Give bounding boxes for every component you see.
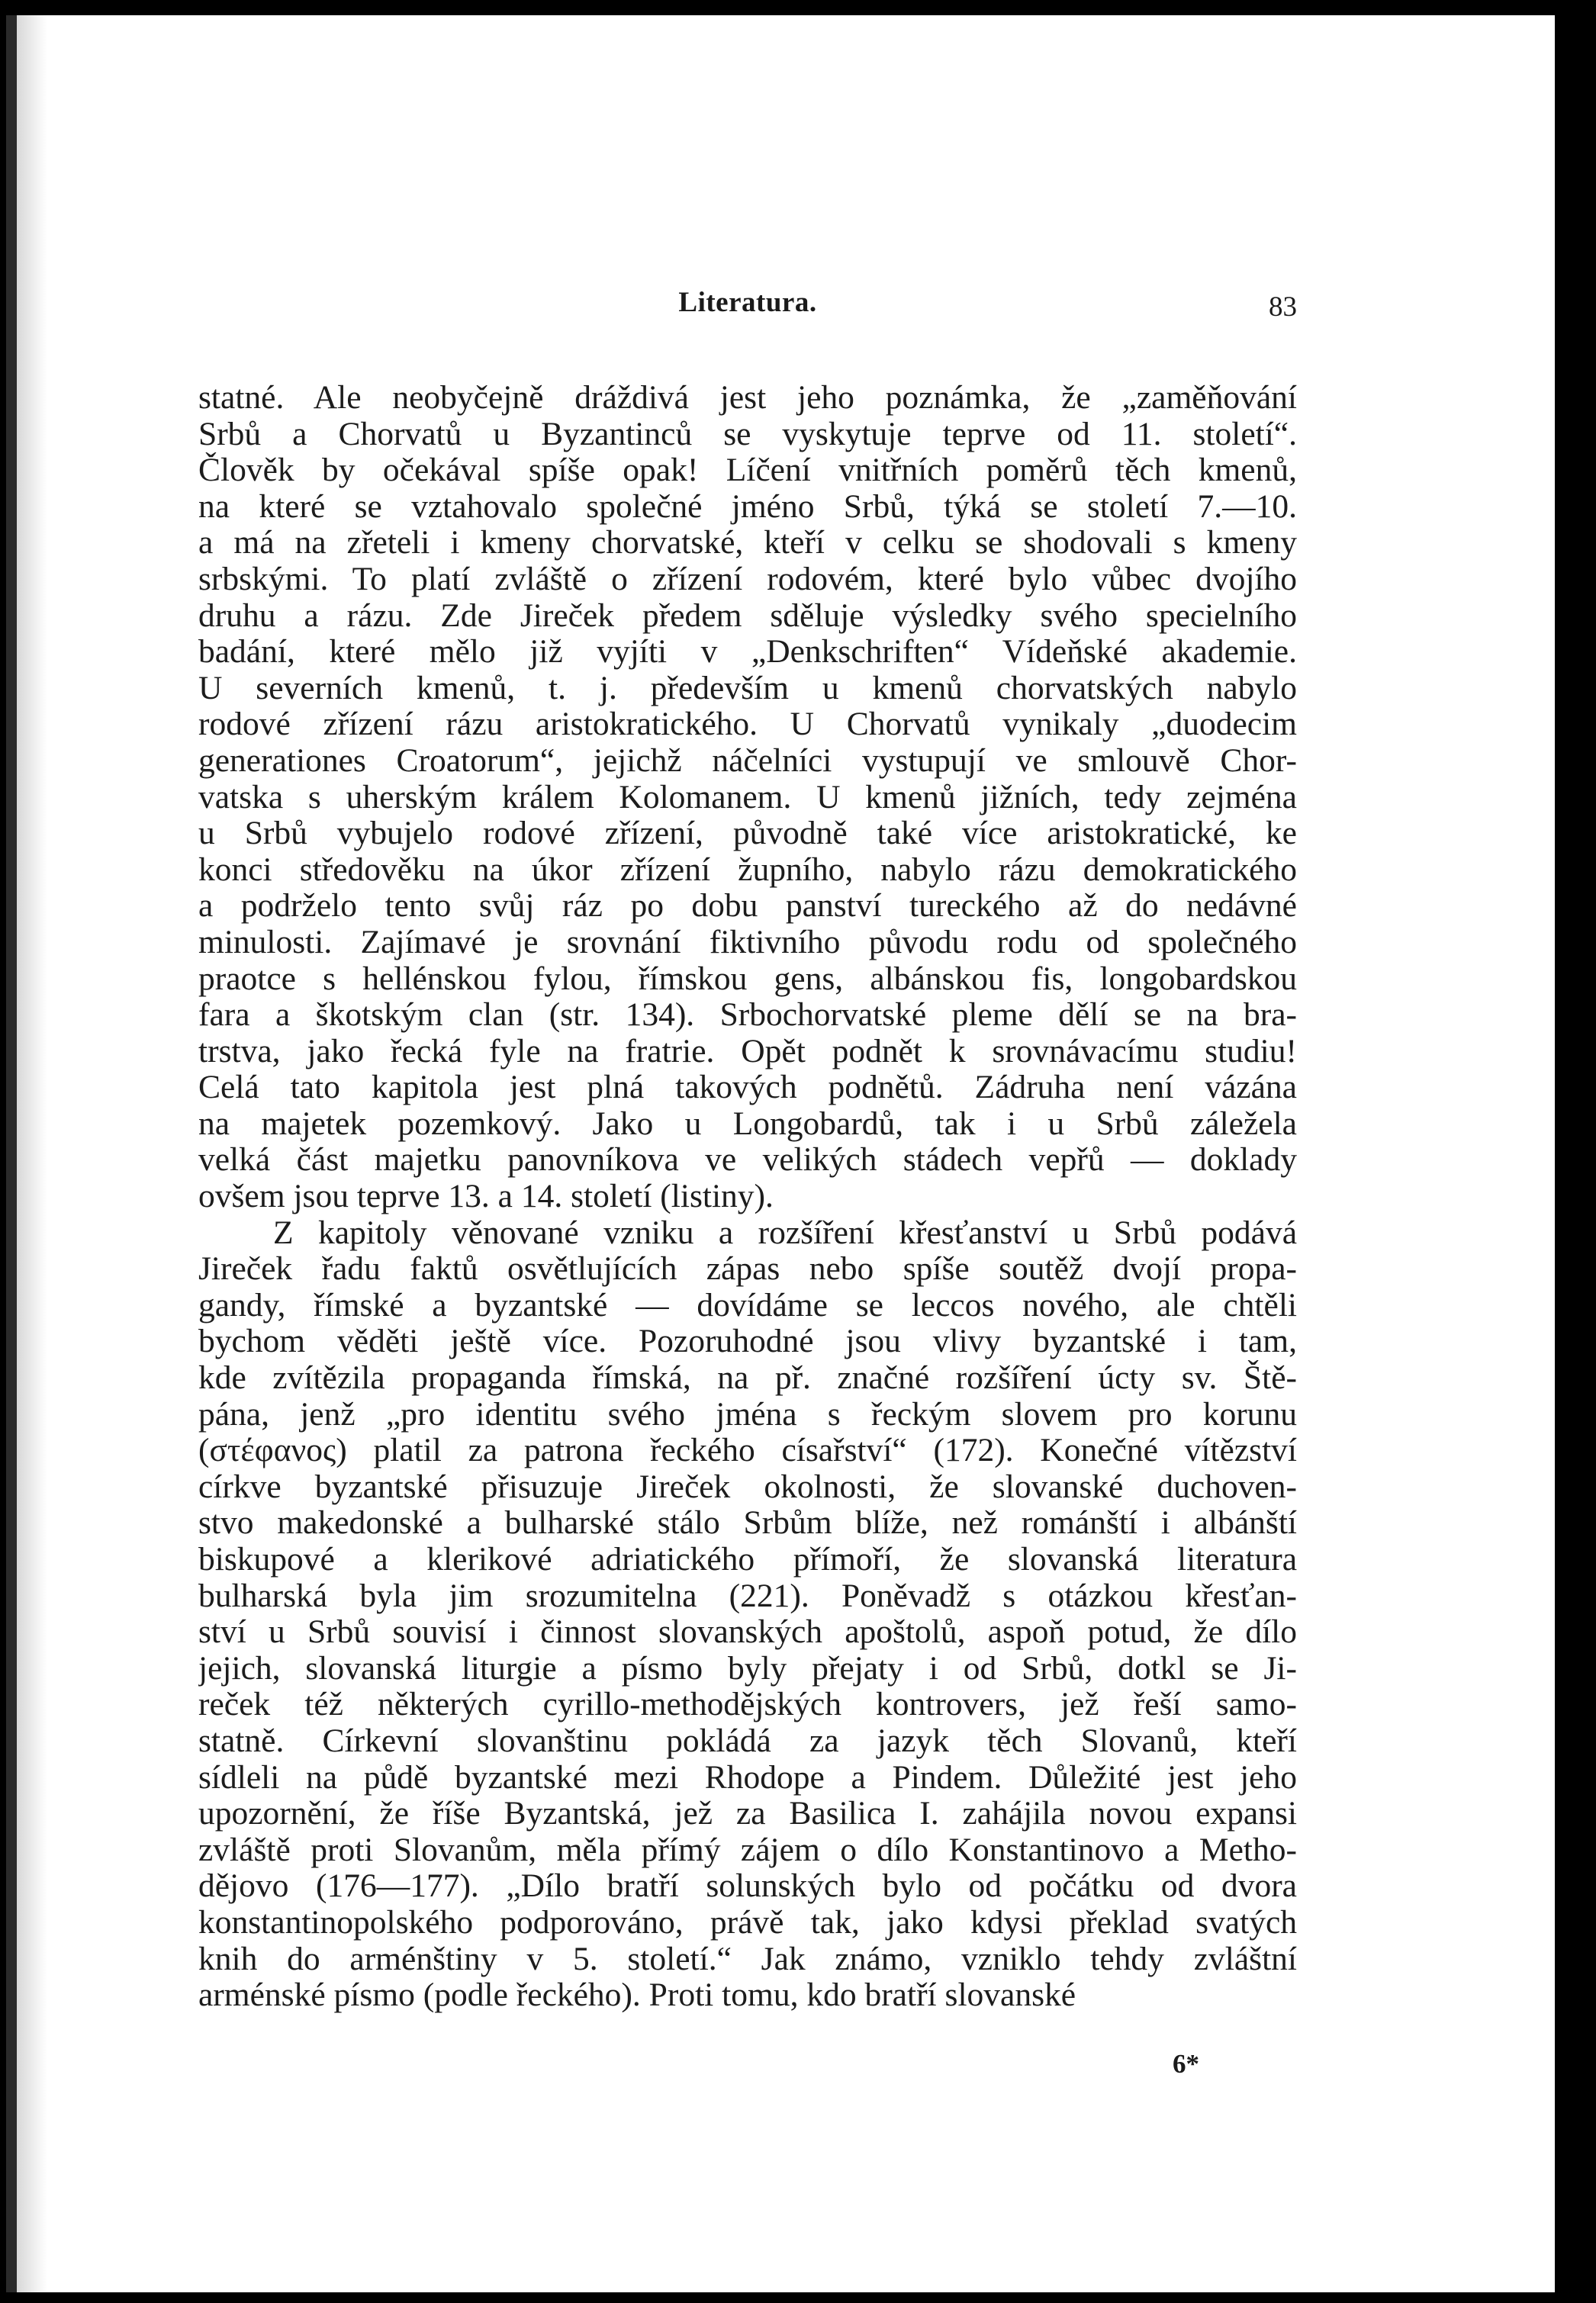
text-line: (στέφανος) platil za patrona řeckého císařství“ (172). Konečné vítězství [198, 1433, 1297, 1469]
text-line: Celá tato kapitola jest plná takových podnětů. Zádruha není vázána [198, 1069, 1297, 1106]
text-line: u Srbů vybujelo rodové zřízení, původně také více aristokratické, ke [198, 815, 1297, 852]
text-line: druhu a rázu. Zde Jireček předem sděluje výsledky svého specielního [198, 597, 1297, 634]
text-line: církve byzantské přisuzuje Jireček okolnosti, že slovanské duchoven- [198, 1468, 1297, 1505]
text-line: bulharská byla jim srozumitelna (221). Poněvadž s otázkou křesťan- [198, 1578, 1297, 1614]
text-line: a podrželo tento svůj ráz po dobu panství tureckého až do nedávné [198, 888, 1297, 925]
text-line: knih do arménštiny v 5. století.“ Jak známo, vzniklo tehdy zvláštní [198, 1941, 1297, 1977]
text-line: srbskými. To platí zvláště o zřízení rodovém, které bylo vůbec dvojího [198, 561, 1297, 597]
text-line: zvláště proti Slovanům, měla přímý zájem o dílo Konstantinovo a Metho- [198, 1832, 1297, 1868]
text-line: na které se vztahovalo společné jméno Srbů, týká se století 7.—10. [198, 488, 1297, 525]
text-line: U severních kmenů, t. j. především u kmenů chorvatských nabylo [198, 670, 1297, 706]
text-line: gandy, římské a byzantské — dovídáme se leccos nového, ale chtěli [198, 1287, 1297, 1324]
text-line: stvo makedonské a bulharské stálo Srbům blíže, než románští i albánští [198, 1505, 1297, 1542]
text-line: Jireček řadu faktů osvětlujících zápas nebo spíše soutěž dvojí propa- [198, 1251, 1297, 1288]
text-line: kde zvítězila propaganda římská, na př. značné rozšíření úcty sv. Ště- [198, 1360, 1297, 1397]
body-text [198, 380, 1297, 2014]
text-line: Z kapitoly věnované vzniku a rozšíření křesťanství u Srbů podává [273, 1214, 1297, 1251]
text-line: dějovo (176—177). „Dílo bratří solunských bylo od počátku od dvora [198, 1868, 1297, 1905]
page-gutter-shadow [17, 15, 47, 2292]
printer-signature-mark: 6* [1173, 2049, 1199, 2079]
text-line: bychom věděti ještě více. Pozoruhodné jsou vlivy byzantské i tam, [198, 1324, 1297, 1360]
text-line: badání, které mělo již vyjíti v „Denkschriften“ Vídeňské akademie. [198, 634, 1297, 671]
text-line: ovšem jsou teprve 13. a 14. století (listiny). [198, 1179, 774, 1215]
text-line: a má na zřeteli i kmeny chorvatské, kteří v celku se shodovali s kmeny [198, 525, 1297, 561]
page-number: 83 [1269, 291, 1297, 323]
text-line: trstva, jako řecká fyle na fratrie. Opět podnět k srovnávacímu studiu! [198, 1033, 1297, 1069]
text-line: fara a škotským clan (str. 134). Srbochorvatské pleme dělí se na bra- [198, 997, 1297, 1034]
text-line: konci středověku na úkor zřízení župního, nabylo rázu demokratického [198, 851, 1297, 888]
text-line: Srbů a Chorvatů u Byzantinců se vyskytuje teprve od 11. století“. [198, 416, 1297, 452]
text-line: Člověk by očekával spíše opak! Líčení vnitřních poměrů těch kmenů, [198, 452, 1297, 489]
text-line: sídleli na půdě byzantské mezi Rhodope a Pindem. Důležité jest jeho [198, 1759, 1297, 1796]
text-line: biskupové a klerikové adriatického přímoří, že slovanská literatura [198, 1542, 1297, 1578]
text-line: ství u Srbů souvisí i činnost slovanských apoštolů, aspoň potud, že dílo [198, 1614, 1297, 1651]
text-line: arménské písmo (podle řeckého). Proti tomu, kdo bratří slovanské [198, 1977, 1076, 2014]
text-line: upozornění, že říše Byzantská, jež za Basilica I. zahájila novou expansi [198, 1796, 1297, 1832]
text-line: reček též některých cyrillo-methodějských kontrovers, jež řeší samo- [198, 1687, 1297, 1723]
text-line: statné. Ale neobyčejně dráždivá jest jeho poznámka, že „zaměňování [198, 380, 1297, 416]
text-line: praotce s hellénskou fylou, římskou gens, albánskou fis, longobardskou [198, 960, 1297, 997]
text-line: minulosti. Zajímavé je srovnání fiktivního původu rodu od společného [198, 924, 1297, 960]
text-line: statně. Církevní slovanštinu pokládá za jazyk těch Slovanů, kteří [198, 1722, 1297, 1759]
text-line: na majetek pozemkový. Jako u Longobardů, tak i u Srbů záležela [198, 1105, 1297, 1142]
running-title: Literatura. [678, 287, 817, 318]
book-page [6, 15, 1555, 2292]
text-line: pána, jenž „pro identitu svého jména s řeckým slovem pro korunu [198, 1396, 1297, 1433]
paragraph [198, 380, 1297, 1215]
text-line: jejich, slovanská liturgie a písmo byly přejaty i od Srbů, dotkl se Ji- [198, 1650, 1297, 1687]
paragraph [198, 1215, 1297, 2014]
page-header [198, 286, 1297, 332]
text-line: vatska s uherským králem Kolomanem. U kmenů jižních, tedy zejména [198, 779, 1297, 815]
text-line: generationes Croatorum“, jejichž náčelníci vystupují ve smlouvě Chor- [198, 742, 1297, 779]
text-line: konstantinopolského podporováno, právě tak, jako kdysi překlad svatých [198, 1904, 1297, 1941]
text-line: velká část majetku panovníkova ve velikých stádech vepřů — doklady [198, 1142, 1297, 1179]
text-line: rodové zřízení rázu aristokratického. U Chorvatů vynikaly „duodecim [198, 706, 1297, 743]
